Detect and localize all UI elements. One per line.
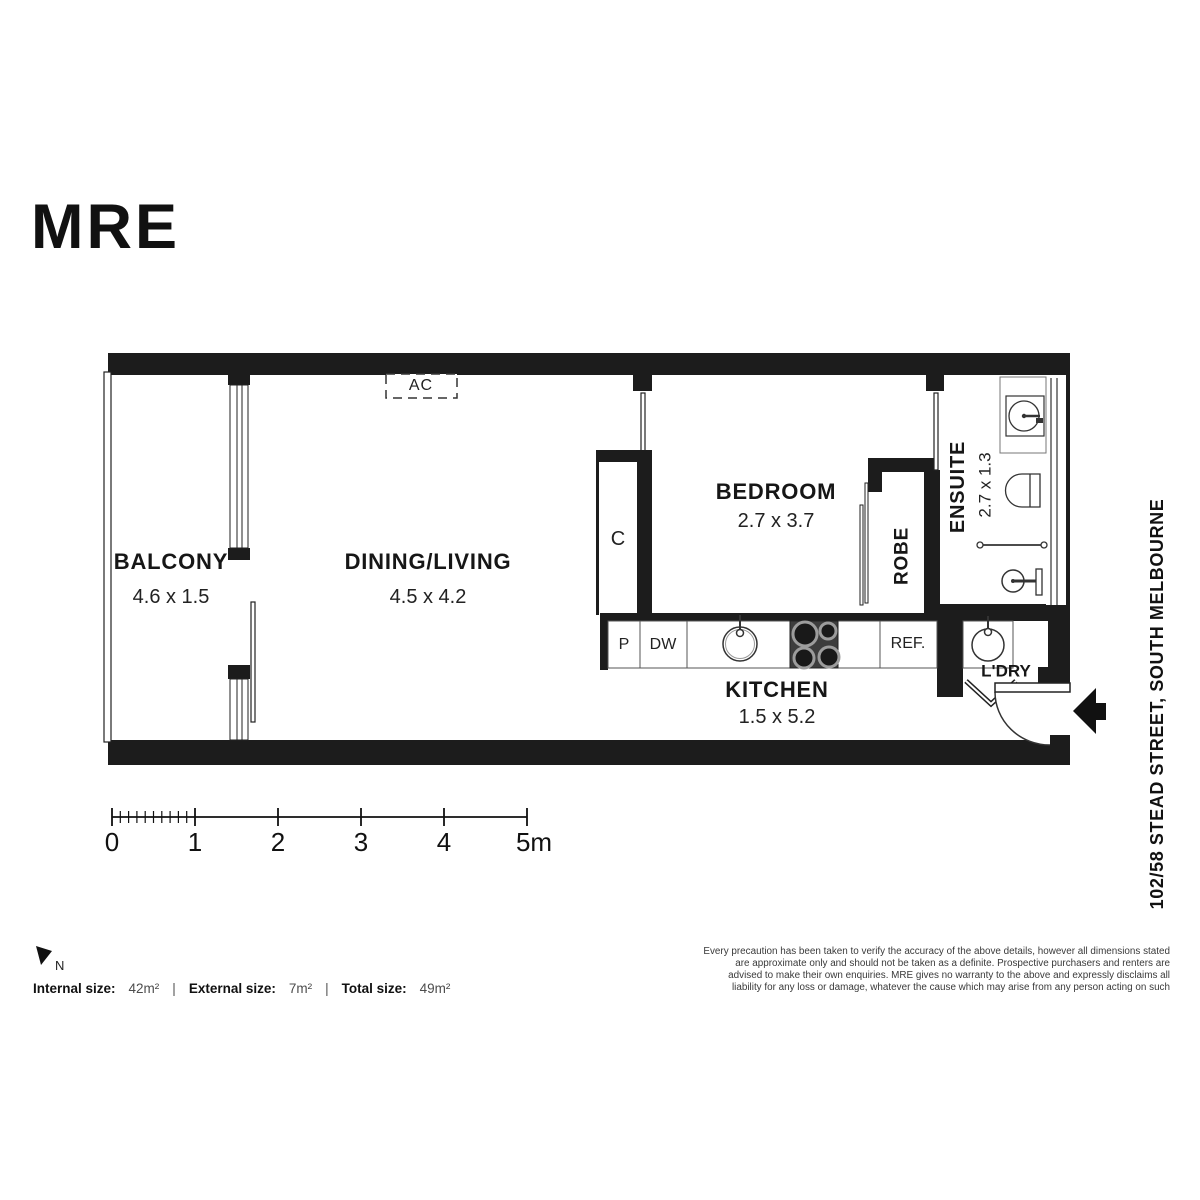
disclaimer-line: advised to make their own enquiries. MRE gives no warranty to the above and expressly disclaims all: [728, 969, 1170, 981]
balcony-edge-wall: [104, 372, 111, 742]
room-dims-kitchen: 1.5 x 5.2: [738, 706, 816, 728]
laundry-label: L'DRY: [981, 661, 1031, 681]
room-label-balcony: BALCONY: [113, 549, 229, 574]
entry-arrow-icon: [1073, 688, 1106, 734]
balcony-window-upper: [230, 385, 248, 548]
internal-size-label: Internal size:: [33, 981, 116, 996]
logo: MRE: [31, 192, 180, 262]
size-summary: [33, 981, 450, 996]
robe-sliding-door: [860, 505, 863, 605]
separator: |: [325, 981, 329, 996]
fridge-label: REF.: [890, 635, 926, 652]
robe-sliding-door: [865, 483, 868, 603]
room-dims-dining-living: 4.5 x 4.2: [389, 586, 467, 608]
disclaimer-line: Every precaution has been taken to verify the accuracy of the above details, however all dimensions stated: [703, 946, 1170, 957]
scale-tick-0: 0: [104, 827, 120, 857]
dishwasher-label: DW: [649, 636, 677, 653]
ac-label: AC: [408, 377, 434, 394]
scale-tick-2: 2: [270, 827, 286, 857]
total-size-value: 49m²: [419, 981, 451, 996]
scale-tick-3: 3: [353, 827, 369, 857]
ensuite-sliding-door: [934, 393, 938, 470]
scale-tick-4: 4: [436, 827, 452, 857]
room-label-dining-living: DINING/LIVING: [344, 549, 512, 574]
external-size-label: External size:: [188, 981, 276, 996]
cooktop-icon: [790, 621, 839, 668]
shower-icon: [977, 542, 1047, 595]
closet-label: C: [610, 528, 626, 550]
toilet-icon: [1006, 474, 1040, 507]
room-label-bedroom: BEDROOM: [715, 479, 837, 504]
scale-bar: [112, 808, 527, 826]
room-dims-ensuite: 2.7 x 1.3: [975, 452, 995, 518]
ensuite-vanity-icon: [1000, 377, 1046, 453]
room-dims-bedroom: 2.7 x 3.7: [737, 510, 815, 532]
disclaimer-line: are approximate only and should not be taken as a definite. Prospective purchasers and renters are: [735, 957, 1170, 969]
room-label-kitchen: KITCHEN: [725, 677, 829, 702]
balcony-sliding-door: [251, 602, 255, 722]
north-label: N: [55, 958, 65, 973]
room-dims-balcony: 4.6 x 1.5: [132, 586, 210, 608]
bench: [838, 621, 880, 668]
scale-tick-1: 1: [187, 827, 203, 857]
room-label-ensuite: ENSUITE: [947, 440, 969, 534]
total-size-label: Total size:: [341, 981, 407, 996]
room-label-robe: ROBE: [891, 526, 913, 586]
ensuite-window: [1046, 375, 1070, 605]
balcony-divider-wall: [228, 375, 255, 740]
disclaimer-line: liability for any loss or damage, whatever the cause which may arise from any person acting on such: [731, 981, 1170, 993]
property-address: 102/58 STEAD STREET, SOUTH MELBOURNE: [1147, 498, 1167, 910]
balcony-window-lower: [230, 679, 248, 740]
north-arrow-icon: [36, 946, 52, 965]
scale-tick-5m: 5m: [515, 827, 553, 857]
pantry-label: P: [618, 636, 630, 653]
separator: |: [172, 981, 176, 996]
internal-size-value: 42m²: [128, 981, 160, 996]
disclaimer-text: [703, 946, 1170, 994]
external-size-value: 7m²: [288, 981, 313, 996]
